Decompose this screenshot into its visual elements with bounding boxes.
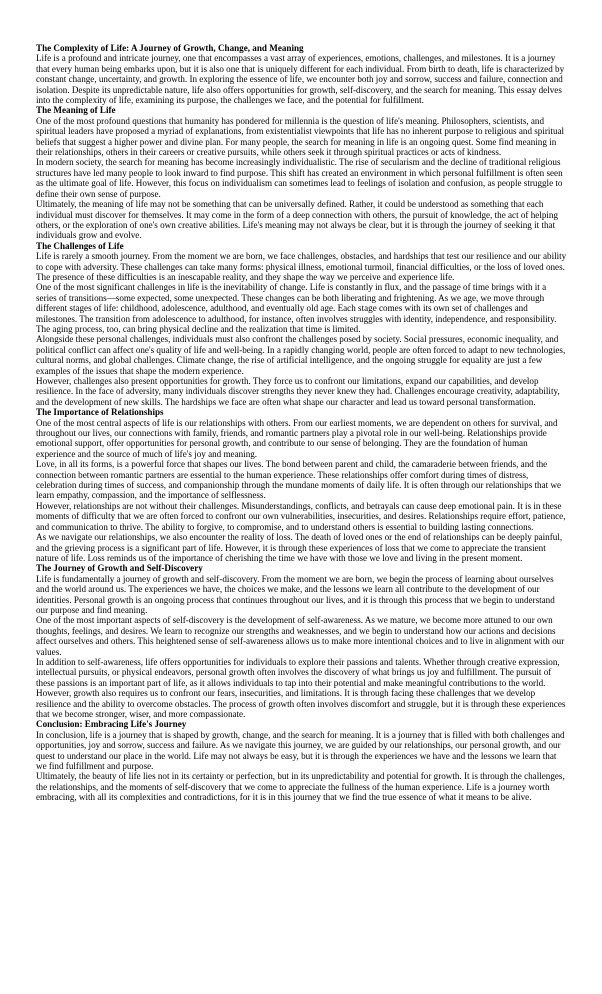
paragraph: One of the most profound questions that humanity has pondered for millennia is the question of life's meaning. Philosophers, scientists, and spiritual leaders have proposed a myriad of explanations, from existentialist viewpoints that life has no inherent purpose to religious and spiritual beliefs that suggest a higher power and divine plan. For many people, the search for meaning in life is an ongoing quest. Some find meaning in their relationships, others in their careers or creative pursuits, while others seek it through spiritual practices or acts of kindness. [36,115,565,158]
paragraph: In conclusion, life is a journey that is shaped by growth, change, and the search for meaning. It is a journey that is filled with both challenges and opportunities, joy and sorrow, success and failure. As we navigate this journey, we are guided by our relationships, our personal growth, and our quest to understand our place in the world. Life may not always be easy, but it is through the experiences we have and the lessons we learn that we find fulfillment and purpose. [36,729,565,772]
section-heading: The Journey of Growth and Self-Discovery [36,563,203,574]
paragraph: Life is rarely a smooth journey. From the moment we are born, we face challenges, obstacles, and hardships that test our resilience and our ability to cope with adversity. These challenges can take many forms: physical illness, emotional turmoil, financial difficulties, or the loss of loved ones. The presence of these difficulties is an inescapable reality, and they shape the way we perceive and experience life. [36,251,567,282]
paragraph: Alongside these personal challenges, individuals must also confront the challenges posed by society. Social pressures, economic inequality, and political conflict can affect one's quality of life and well-being. In a rapidly changing world, people are often forced to adapt to new technologies, cultural norms, and global challenges. Climate change, the rise of artificial intelligence, and the ongoing struggle for equality are just a few examples of the issues that shape the modern experience. [36,334,566,376]
paragraph: Ultimately, the beauty of life lies not in its certainty or perfection, but in its unpredictability and potential for growth. It is through the challenges, the relationships, and the moments of self-discovery that we come to appreciate the fullness of the human experience. Life is a journey worth embracing, with all its complexities and contradictions, for it is in this journey that we find the true essence of what it means to be alive. [36,771,565,803]
section-heading: The Meaning of Life [36,105,116,116]
section-challenges-of-life [36,241,567,408]
section-heading: The Challenges of Life [36,240,124,251]
section-importance-of-relationships [36,407,567,563]
section-conclusion [36,719,567,802]
section-growth-self-discovery [36,563,567,719]
paragraph: However, growth also requires us to confront our fears, insecurities, and limitations. It is through facing these challenges that we develop resilience and the ability to overcome obstacles. The process of growth often involves discomfort and struggle, but it is through these experiences that we become stronger, wiser, and more compassionate. [36,688,566,719]
section-heading: The Importance of Relationships [36,407,164,418]
paragraph: Life is fundamentally a journey of growth and self-discovery. From the moment we are born, we begin the process of learning about ourselves and the world around us. The experiences we have, the choices we make, and the lessons we learn all contribute to the development of our identities. Personal growth is an ongoing process that continues throughout our lives, and it is through this process that we begin to understand our purpose and find meaning. [36,573,555,615]
paragraph: In addition to self-awareness, life offers opportunities for individuals to explore their passions and talents. Whether through creative expression, intellectual pursuits, or physical endeavors, personal growth often involves the discovery of what brings us joy and fulfillment. The pursuit of these passions is an important part of life, as it allows individuals to tap into their potential and make meaningful contributions to the world. [36,656,560,688]
document-title: The Complexity of Life: A Journey of Growth, Change, and Meaning [36,43,304,53]
section-heading: Conclusion: Embracing Life's Journey [36,719,187,730]
paragraph: However, challenges also present opportunities for growth. They force us to confront our limitations, expand our capabilities, and develop resilience. In the face of adversity, many individuals discover strengths they never knew they had. Challenges encourage creativity, adaptability, and the development of new skills. The hardships we face are often what shape our character and lead us toward personal transformation. [36,376,560,407]
paragraph: One of the most central aspects of life is our relationships with others. From our earliest moments, we are dependent on others for survival, and throughout our lives, our connections with family, friends, and romantic partners play a pivotal role in our well-being. Relationships provide emotional support, offer opportunities for personal growth, and contribute to our sense of belonging. They are the foundation of human experience and the source of much of life's joy and meaning. [36,417,558,459]
paragraph-intro: Life is a profound and intricate journey, one that encompasses a vast array of experiences, emotions, challenges, and milestones. It is a journey that every human being embarks upon, but it is also one that is uniquely different for each individual. From birth to death, life is characterized by constant change, uncertainty, and growth. In exploring the essence of life, we encounter both joy and sorrow, success and failure, connection and isolation. Despite its unpredictable nature, life also offers opportunities for growth, self-discovery, and the search for meaning. This essay delves into the complexity of life, examining its purpose, the challenges we face, and the potential for fulfillment. [36,53,565,106]
paragraph: As we navigate our relationships, we also encounter the reality of loss. The death of loved ones or the end of relationships can be deeply painful, and the grieving process is a significant part of life. However, it is through these experiences of loss that we come to appreciate the transient nature of life. Loss reminds us of the importance of cherishing the time we have with those we love and living in the present moment. [36,532,563,563]
document-content [36,43,567,803]
paragraph: However, relationships are not without their challenges. Misunderstandings, conflicts, and betrayals can cause deep emotional pain. It is in these moments of difficulty that we are often forced to confront our own vulnerabilities, insecurities, and desires. Relationships require effort, patience, and communication to thrive. The ability to forgive, to compromise, and to understand others is essential to building lasting connections. [36,500,566,532]
paragraph: In modern society, the search for meaning has become increasingly individualistic. The rise of secularism and the decline of traditional religious structures have led many people to look inward to find purpose. This shift has created an environment in which personal fulfillment is often seen as the ultimate goal of life. However, this focus on individualism can sometimes lead to feelings of isolation and confusion, as people struggle to define their own sense of purpose. [36,157,563,199]
paragraph: One of the most important aspects of self-discovery is the development of self-awareness. As we mature, we become more attuned to our own thoughts, feelings, and desires. We learn to recognize our strengths and weaknesses, and we begin to understand how our actions and decisions affect ourselves and others. This heightened sense of self-awareness allows us to make more intentional choices and to live in alignment with our values. [36,615,565,657]
section-meaning-of-life [36,105,567,240]
paragraph: One of the most significant challenges in life is the inevitability of change. Life is constantly in flux, and the passage of time brings with it a series of transitions—some expected, some unexpected. These changes can be both liberating and frightening. As we age, we move through different stages of life: childhood, adolescence, adulthood, and eventually old age. Each stage comes with its own set of challenges and milestones. The transition from adolescence to adulthood, for instance, often involves struggles with identity, independence, and responsibility. The aging process, too, can bring physical decline and the realization that time is limited. [36,282,557,334]
paragraph: Love, in all its forms, is a powerful force that shapes our lives. The bond between parent and child, the camaraderie between friends, and the connection between romantic partners are essential to the human experience. These relationships offer comfort during times of distress, celebration during times of success, and companionship through the mundane moments of daily life. It is often through our relationships that we learn empathy, compassion, and the importance of selflessness. [36,459,562,501]
paragraph: Ultimately, the meaning of life may not be something that can be universally defined. Rather, it could be understood as something that each individual must discover for themselves. It may come in the form of a deep connection with others, the pursuit of knowledge, the act of helping others, or the exploration of one's own creative abilities. Life's meaning may not always be clear, but it is through the journey of seeking it that individuals grow and evolve. [36,199,558,241]
